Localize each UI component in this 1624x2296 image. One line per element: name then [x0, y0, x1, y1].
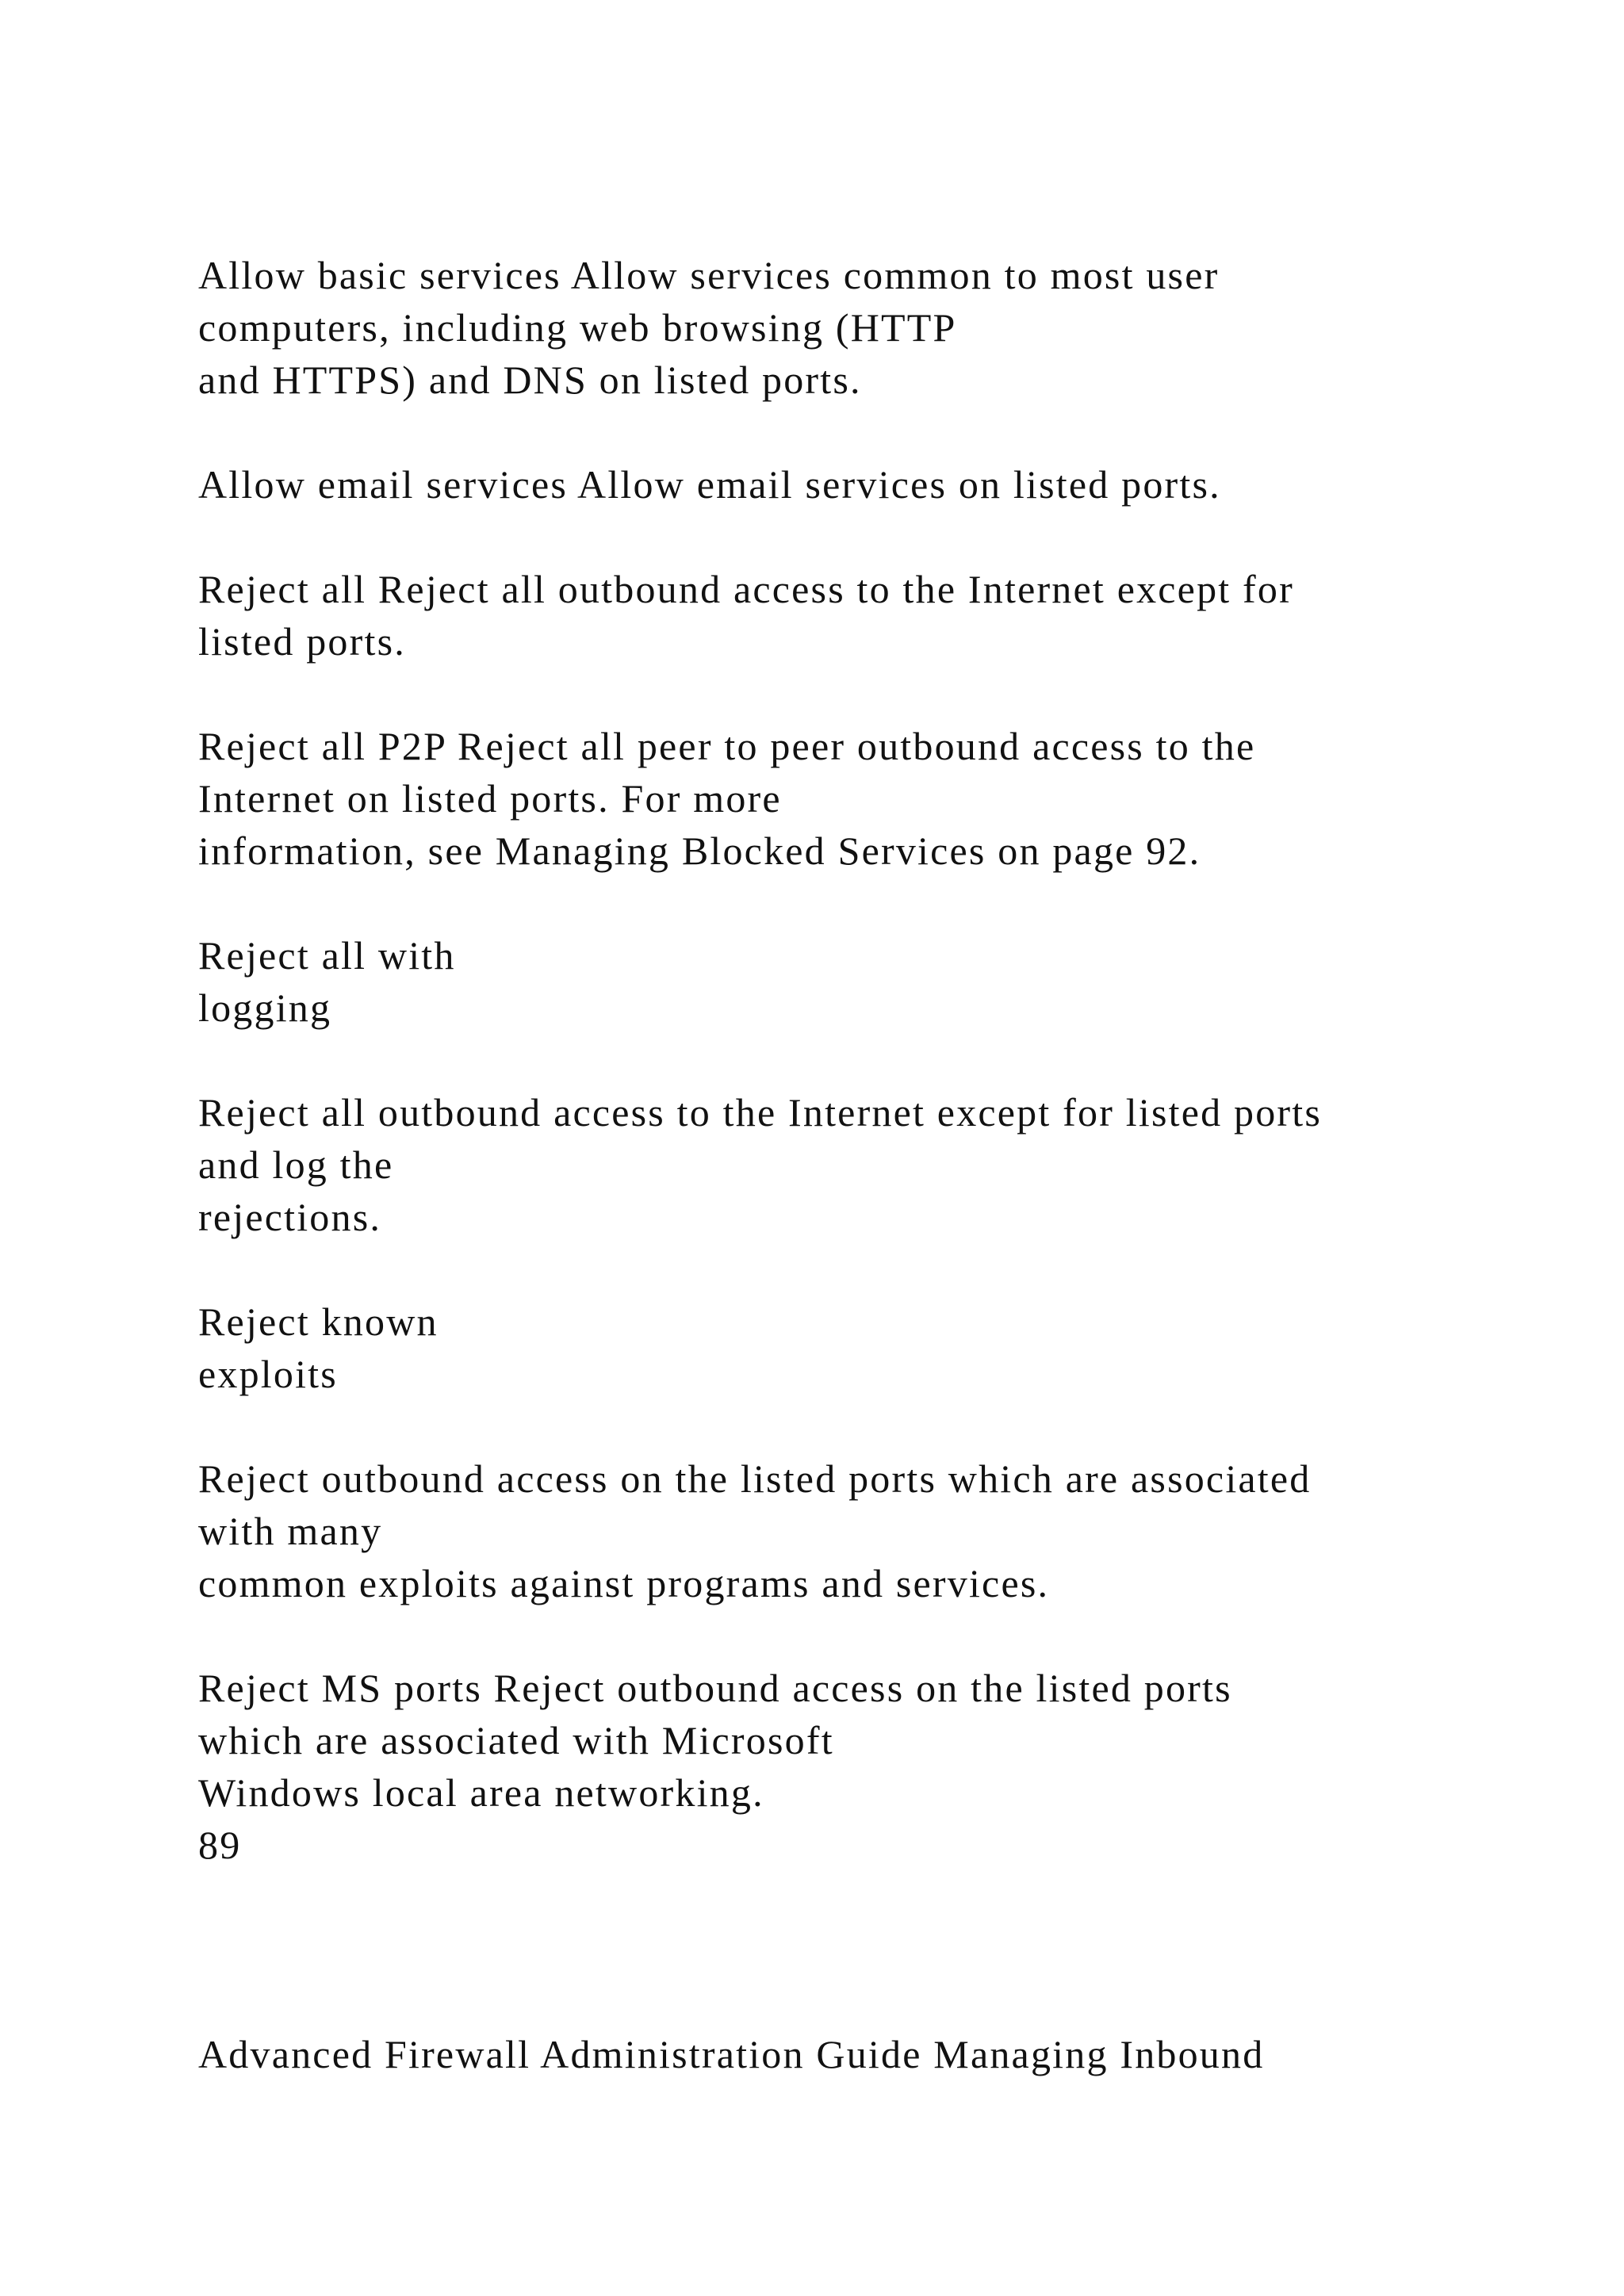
- text-line: Reject all outbound access to the Internet except for listed ports: [198, 1090, 1323, 1135]
- text-line: Windows local area networking.: [198, 1770, 764, 1815]
- text-line: and log the: [198, 1142, 394, 1187]
- text-line: Allow email services Allow email services on listed ports.: [198, 462, 1221, 507]
- text-line: and HTTPS) and DNS on listed ports.: [198, 358, 862, 402]
- text-line: Reject MS ports Reject outbound access on the listed ports: [198, 1666, 1232, 1710]
- text-line: Reject outbound access on the listed ports which are associated: [198, 1456, 1312, 1501]
- running-footer: Advanced Firewall Administration Guide Managing Inbound: [198, 2032, 1265, 2076]
- text-line: logging: [198, 985, 332, 1030]
- text-line: Reject all Reject all outbound access to the Internet except for: [198, 567, 1294, 611]
- page-number: 89: [198, 1823, 242, 1867]
- text-line: with many: [198, 1509, 383, 1553]
- text-line: Reject known: [198, 1299, 439, 1344]
- text-line: exploits: [198, 1352, 338, 1396]
- text-line: Internet on listed ports. For more: [198, 776, 782, 821]
- text-line: rejections.: [198, 1195, 382, 1239]
- text-line: computers, including web browsing (HTTP: [198, 305, 957, 350]
- text-line: which are associated with Microsoft: [198, 1718, 834, 1762]
- text-line: common exploits against programs and services.: [198, 1561, 1050, 1605]
- text-line: Reject all with: [198, 933, 456, 978]
- text-line: information, see Managing Blocked Services on page 92.: [198, 828, 1201, 873]
- text-line: listed ports.: [198, 619, 406, 664]
- text-line: Allow basic services Allow services common to most user: [198, 253, 1220, 297]
- text-line: Reject all P2P Reject all peer to peer outbound access to the: [198, 724, 1256, 768]
